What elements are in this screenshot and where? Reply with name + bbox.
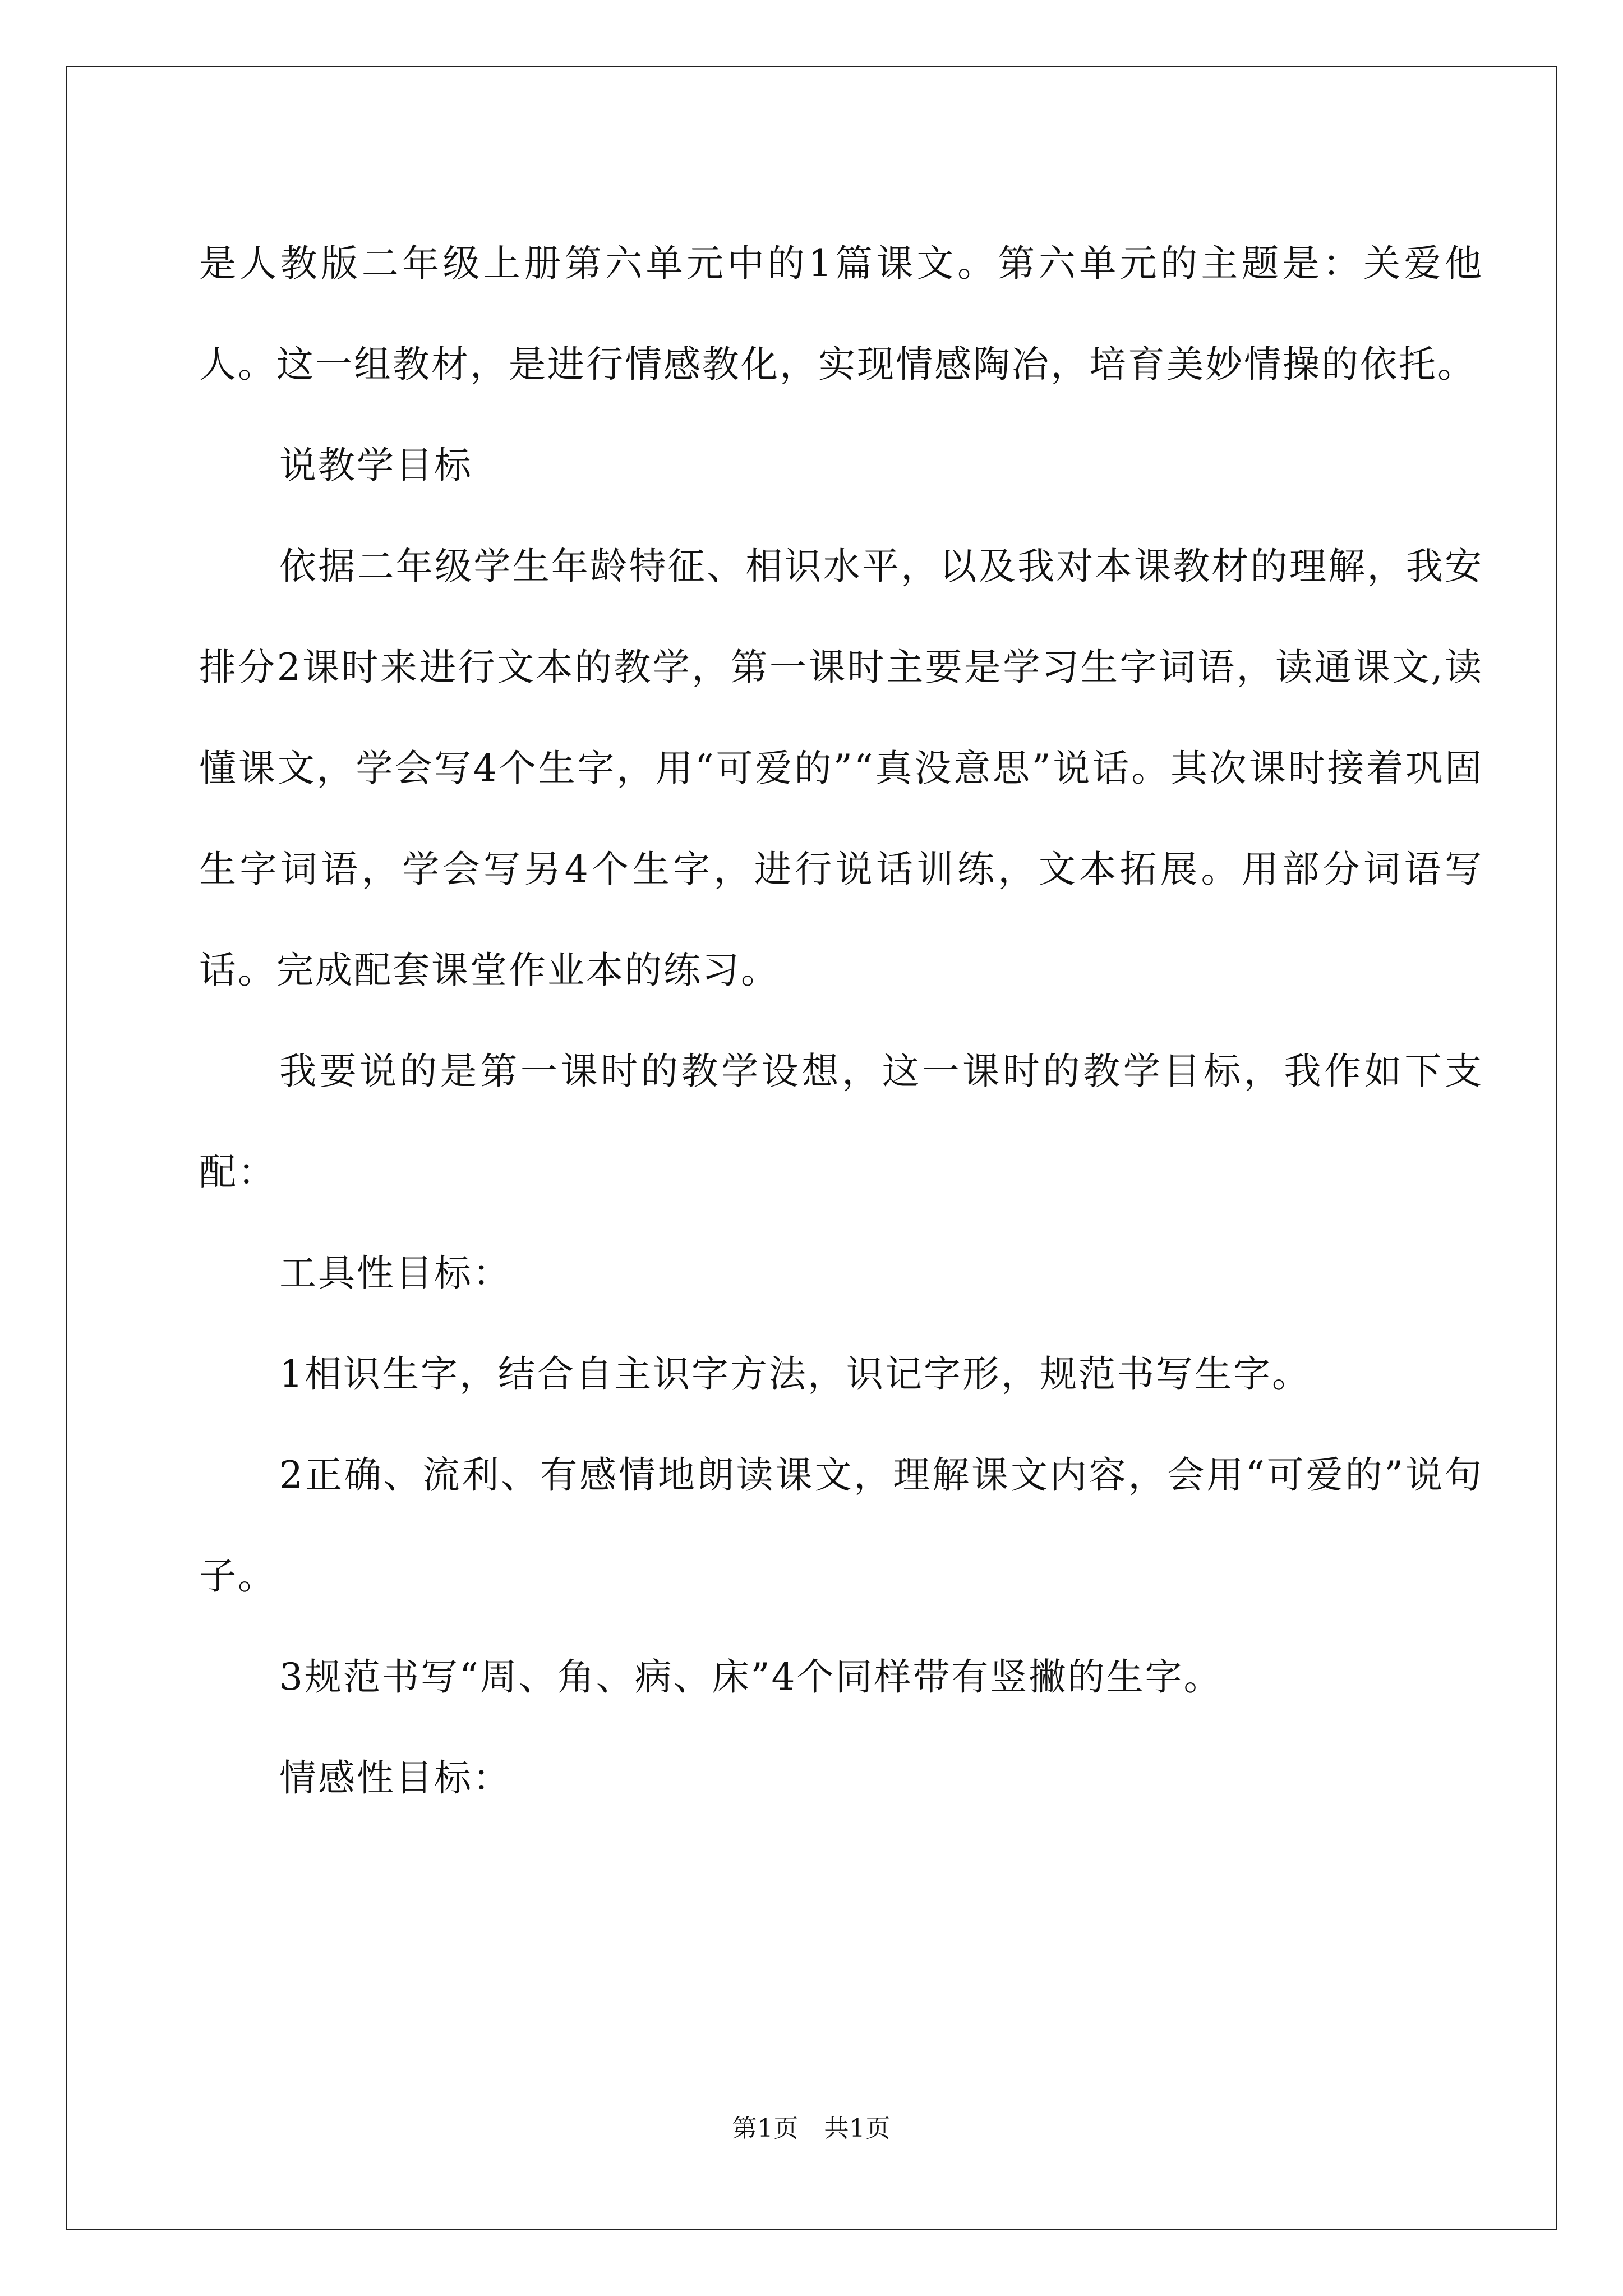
paragraph-lesson-plan: 依据二年级学生年龄特征、相识水平，以及我对本课教材的理解，我安排分2课时来进行文本的教学，第一课时主要是学习生字词语，读通课文,读懂课文，学会写4个生字，用“可爱的”“真没意思”说话。其次课时接着巩固生字词语，学会写另4个生字，进行说话训练，文本拓展。用部分词语写话。完成配套课堂作业本的练习。 (199, 545, 1483, 992)
paragraph-intro: 是人教版二年级上册第六单元中的1篇课文。第六单元的主题是：关爱他人。这一组教材，是进行情感教化，实现情感陶冶，培育美妙情操的依托。 (199, 242, 1483, 386)
list-item-goal-1: 1相识生字，结合自主识字方法，识记字形，规范书写生字。 (279, 1352, 1311, 1396)
heading-teaching-goals: 说教学目标 (279, 444, 473, 487)
heading-instrumental-goals: 工具性目标： (279, 1251, 511, 1295)
heading-emotional-goals: 情感性目标： (279, 1756, 511, 1800)
page-number-footer: 第1页 共1页 (732, 2114, 891, 2143)
list-item-goal-3: 3规范书写“周、角、病、床”4个同样带有竖撇的生字。 (279, 1655, 1223, 1699)
list-item-goal-2: 2正确、流利、有感情地朗读课文，理解课文内容，会用“可爱的”说句子。 (199, 1453, 1483, 1598)
document-body (199, 213, 1483, 1829)
paragraph-first-lesson: 我要说的是第一课时的教学设想，这一课时的教学目标，我作如下支配： (199, 1050, 1483, 1194)
